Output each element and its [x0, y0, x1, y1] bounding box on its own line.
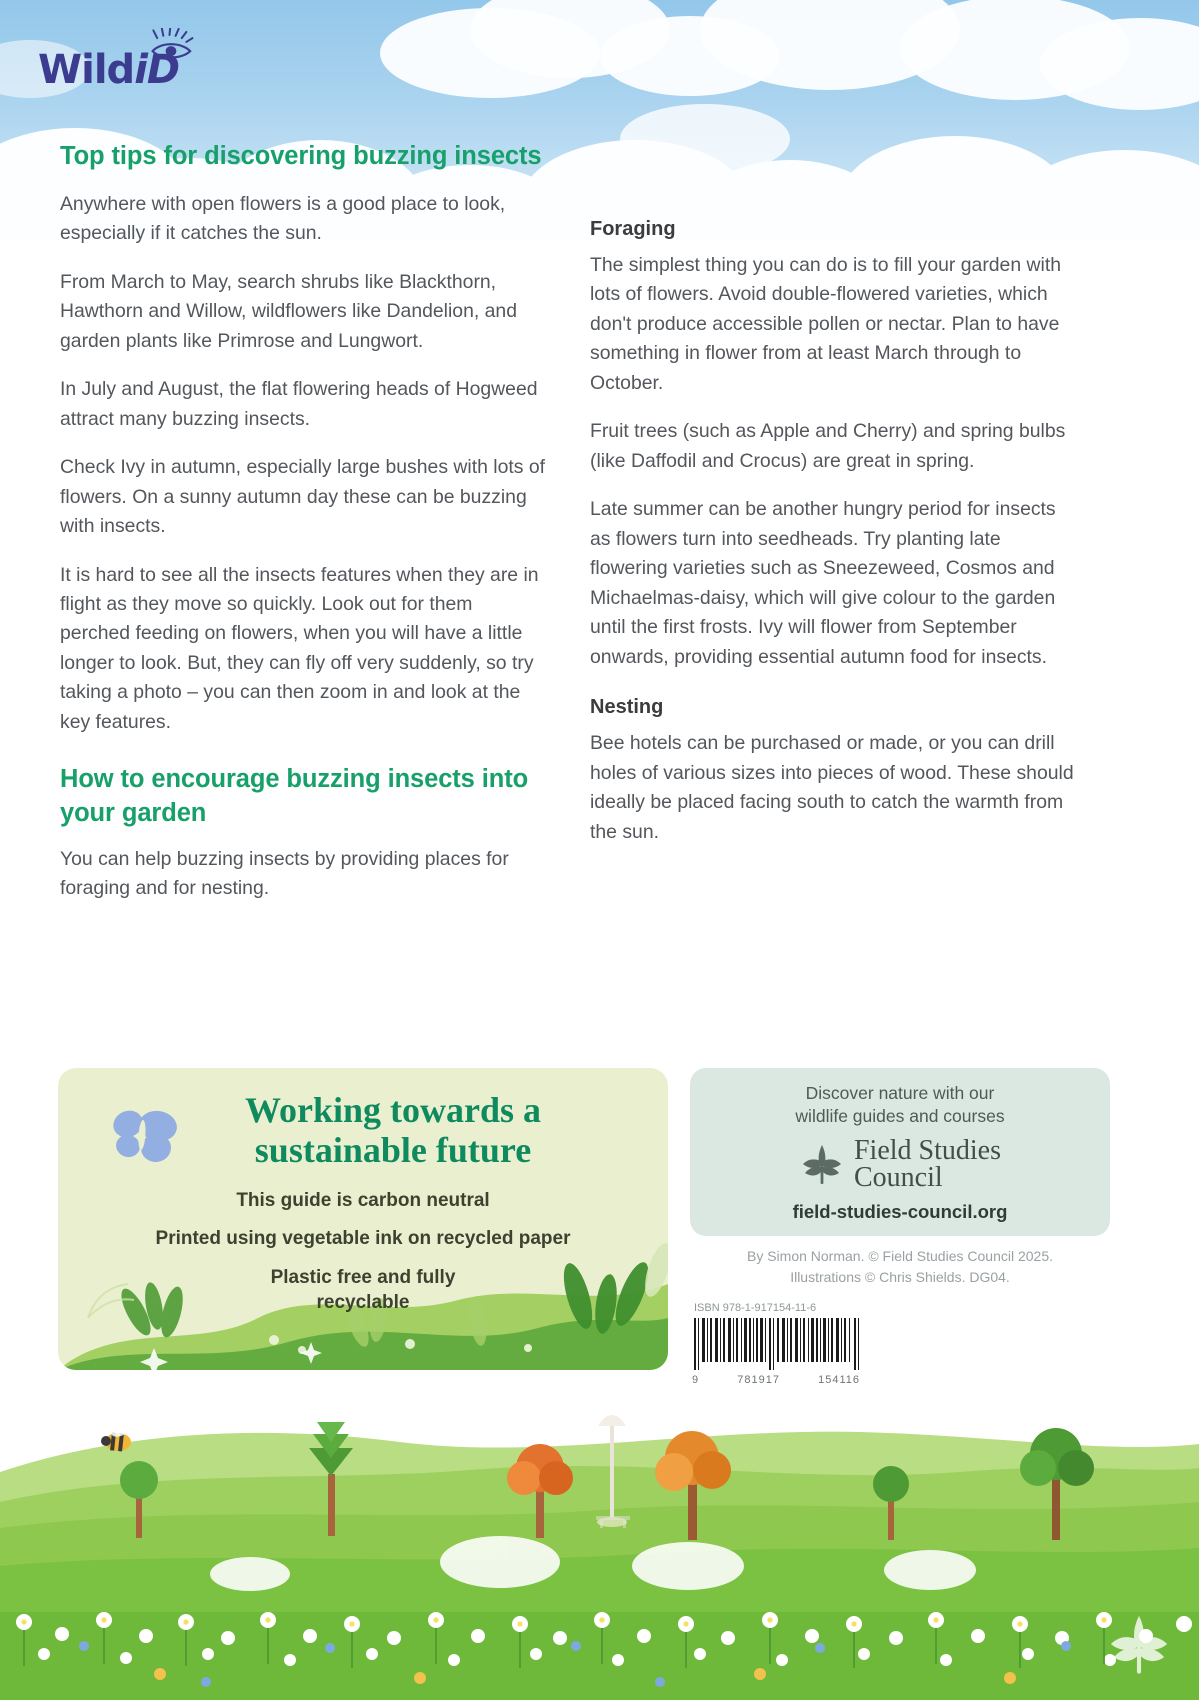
footer-panels	[0, 1068, 1199, 1398]
fsc-tagline-line2: wildlife guides and courses	[795, 1105, 1005, 1126]
barcode	[690, 1316, 1110, 1386]
main-content	[0, 140, 1199, 923]
heading-foraging: Foraging	[590, 218, 676, 240]
meadow-illustration	[0, 1398, 1199, 1700]
wildid-logo	[38, 28, 258, 98]
barcode-image	[690, 1316, 866, 1374]
paragraph: Fruit trees (such as Apple and Cherry) and spring bulbs (like Daffodil and Crocus) are great in spring.	[590, 420, 1066, 472]
fsc-logo-line2: Council	[853, 1161, 943, 1193]
sustainability-title-line2: sustainable future	[254, 1130, 532, 1171]
left-column	[60, 140, 546, 923]
paragraph: From March to May, search shrubs like Blackthorn, Hawthorn and Willow, wildflowers like Dandelion, and garden plants like Primrose and Lungwort.	[60, 270, 517, 352]
fsc-panel	[690, 1068, 1110, 1236]
credit-line-illustrations: Illustrations © Chris Shields. DG04.	[790, 1269, 1010, 1285]
eco-claim-plastic-free-line1: Plastic free and fully	[270, 1267, 456, 1288]
heading-nesting: Nesting	[590, 696, 664, 719]
eco-claim-carbon-neutral: This guide is carbon neutral	[236, 1189, 490, 1211]
fsc-column	[690, 1068, 1110, 1398]
page-title: Top tips for discovering buzzing insects	[60, 142, 542, 170]
fsc-logo-text	[853, 1134, 1001, 1193]
fsc-website-link[interactable]: field-studies-council.org	[792, 1201, 1008, 1223]
sustainability-panel	[58, 1068, 668, 1370]
isbn-text: ISBN 978-1-917154-11-6	[694, 1302, 817, 1314]
credit-line-author: By Simon Norman. © Field Studies Council 2025.	[746, 1248, 1053, 1264]
fsc-tagline-line1: Discover nature with our	[805, 1083, 995, 1103]
lamp-head	[598, 1415, 626, 1426]
leaf-icon	[799, 1141, 845, 1187]
barcode-digits	[690, 1374, 862, 1386]
barcode-digit-left: 9	[692, 1374, 700, 1386]
fsc-logo-line1: Field Studies	[853, 1134, 1001, 1166]
fsc-watermark-leaf-icon	[1105, 1610, 1173, 1678]
eco-claim-vegetable-ink: Printed using vegetable ink on recycled paper	[155, 1228, 571, 1250]
paragraph: It is hard to see all the insects features when they are in flight as they move so quickly. Look out for them perched feeding on flowers, when you will have a little longer to look. But, they can fly off very suddenly, so try taking a photo – you can then zoom in and look at the key features.	[60, 563, 539, 733]
paragraph: Anywhere with open flowers is a good place to look, especially if it catches the sun.	[60, 192, 506, 245]
paragraph: Bee hotels can be purchased or made, or you can drill holes of various sizes into pieces of wood. These should ideally be placed facing south to catch the warmth from the sun.	[590, 732, 1074, 843]
eco-claim-plastic-free-line2: recyclable	[316, 1291, 410, 1313]
right-column	[590, 140, 1076, 866]
two-column-layout	[60, 140, 1139, 923]
paragraph: In July and August, the flat flowering heads of Hogweed attract many buzzing insects.	[60, 378, 538, 430]
paragraph: You can help buzzing insects by providing places for foraging and for nesting.	[60, 847, 509, 900]
eco-claim-plastic-free	[58, 1266, 668, 1315]
paragraph: Check Ivy in autumn, especially large bushes with lots of flowers. On a sunny autumn day these can be buzzing with insects.	[60, 456, 546, 538]
section-title-encourage: How to encourage buzzing insects into your garden	[60, 765, 529, 828]
meadow-scene	[0, 1398, 1199, 1700]
barcode-digit-right: 154116	[818, 1374, 860, 1386]
barcode-digit-mid: 781917	[737, 1374, 780, 1386]
paragraph: Late summer can be another hungry period for insects as flowers turn into seedheads. Try planting late flowering varieties such as Sneezeweed, Cosmos and Michaelmas-daisy, which will give colour to the garden until the first frosts. Ivy will flower from September onwards, providing essential autumn food for insects.	[590, 498, 1056, 668]
wildid-logo-text: WildiD	[38, 47, 180, 93]
fsc-logo	[690, 1134, 1110, 1193]
butterfly-icon	[106, 1104, 182, 1168]
paragraph: The simplest thing you can do is to fill your garden with lots of flowers. Avoid double-flowered varieties, which don't produce accessible pollen or nectar. Plan to have something in flower from at least March through to October.	[590, 254, 1061, 394]
sustainability-title-line1: Working towards a	[244, 1090, 542, 1130]
credits	[690, 1246, 1110, 1288]
